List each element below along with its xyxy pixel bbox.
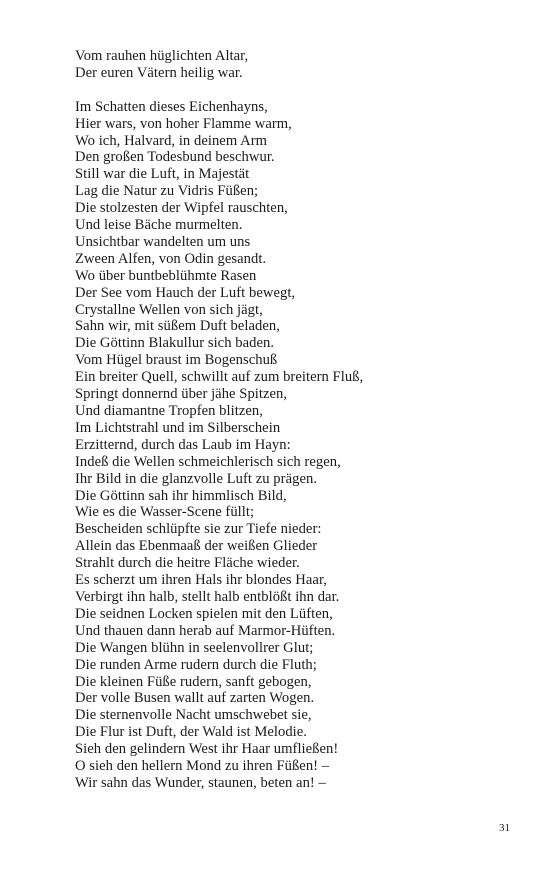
poem-line: Springt donnernd über jähe Spitzen, — [75, 386, 288, 403]
stanza — [75, 48, 515, 82]
page-number: 31 — [499, 822, 510, 834]
poem-line: Die Wangen blühn in seelenvollrer Glut; — [75, 639, 314, 656]
poem-line: Die sternenvolle Nacht umschwebet sie, — [75, 707, 312, 724]
poem-line: Der See vom Hauch der Luft bewegt, — [75, 284, 296, 301]
poem-line: Im Lichtstrahl und im Silberschein — [75, 419, 281, 436]
poem-line: Wo ich, Halvard, in deinem Arm — [75, 132, 268, 149]
poem-line: Den großen Todesbund beschwur. — [75, 149, 275, 166]
poem-line: Ein breiter Quell, schwillt auf zum breitern Fluß, — [75, 369, 364, 386]
poem-line: Bescheiden schlüpfte sie zur Tiefe nieder: — [75, 521, 322, 538]
poem-line: Der euren Vätern heilig war. — [75, 64, 243, 81]
poem-line: Indeß die Wellen schmeichlerisch sich regen, — [75, 453, 341, 470]
poem-line: Die Flur ist Duft, der Wald ist Melodie. — [75, 724, 308, 741]
poem-line: Lag die Natur zu Vidris Füßen; — [75, 183, 259, 200]
poem-line: Der volle Busen wallt auf zarten Wogen. — [75, 690, 315, 707]
poem-line: O sieh den hellern Mond zu ihren Füßen! – — [75, 758, 330, 775]
poem-line: Die seidnen Locken spielen mit den Lüften, — [75, 605, 333, 622]
poem-line: Erzitternd, durch das Laub im Hayn: — [75, 436, 291, 453]
poem-line: Sieh den gelindern West ihr Haar umfließen! — [75, 741, 339, 758]
poem-line: Verbirgt ihn halb, stellt halb entblößt ihn dar. — [75, 588, 340, 605]
poem-line: Hier wars, von hoher Flamme warm, — [75, 115, 292, 132]
poem-line: Die Göttinn Blakullur sich baden. — [75, 335, 275, 352]
poem-line: Crystallne Wellen von sich jägt, — [75, 301, 263, 318]
poem-line: Zween Alfen, von Odin gesandt. — [75, 250, 267, 267]
poem-line: Vom rauhen hüglichten Altar, — [75, 48, 249, 64]
poem-line: Die runden Arme rudern durch die Fluth; — [75, 656, 317, 673]
stanza — [75, 99, 515, 792]
poem-line: Ihr Bild in die glanzvolle Luft zu prägen. — [75, 470, 318, 487]
poem-text — [75, 48, 515, 792]
poem-line: Strahlt durch die heitre Fläche wieder. — [75, 555, 300, 572]
poem-line: Im Schatten dieses Eichenhayns, — [75, 98, 268, 115]
poem-line: Die kleinen Füße rudern, sanft gebogen, — [75, 673, 312, 690]
poem-line: Und leise Bäche murmelten. — [75, 217, 243, 234]
poem-line: Wie es die Wasser-Scene füllt; — [75, 504, 255, 521]
poem-line: Allein das Ebenmaaß der weißen Glieder — [75, 538, 318, 555]
poem-line: Still war die Luft, in Majestät — [75, 166, 250, 183]
poem-line: Die Göttinn sah ihr himmlisch Bild, — [75, 487, 287, 504]
poem-line: Wo über buntbeblühmte Rasen — [75, 267, 257, 284]
poem-line: Und diamantne Tropfen blitzen, — [75, 403, 263, 420]
poem-line: Und thauen dann herab auf Marmor-Hüften. — [75, 622, 336, 639]
poem-line: Wir sahn das Wunder, staunen, beten an! – — [75, 774, 326, 791]
poem-line: Unsichtbar wandelten um uns — [75, 233, 251, 250]
poem-line: Die stolzesten der Wipfel rauschten, — [75, 200, 288, 217]
poem-line: Es scherzt um ihren Hals ihr blondes Haar, — [75, 572, 327, 589]
poem-line: Vom Hügel braust im Bogenschuß — [75, 352, 278, 369]
poem-line: Sahn wir, mit süßem Duft beladen, — [75, 318, 280, 335]
